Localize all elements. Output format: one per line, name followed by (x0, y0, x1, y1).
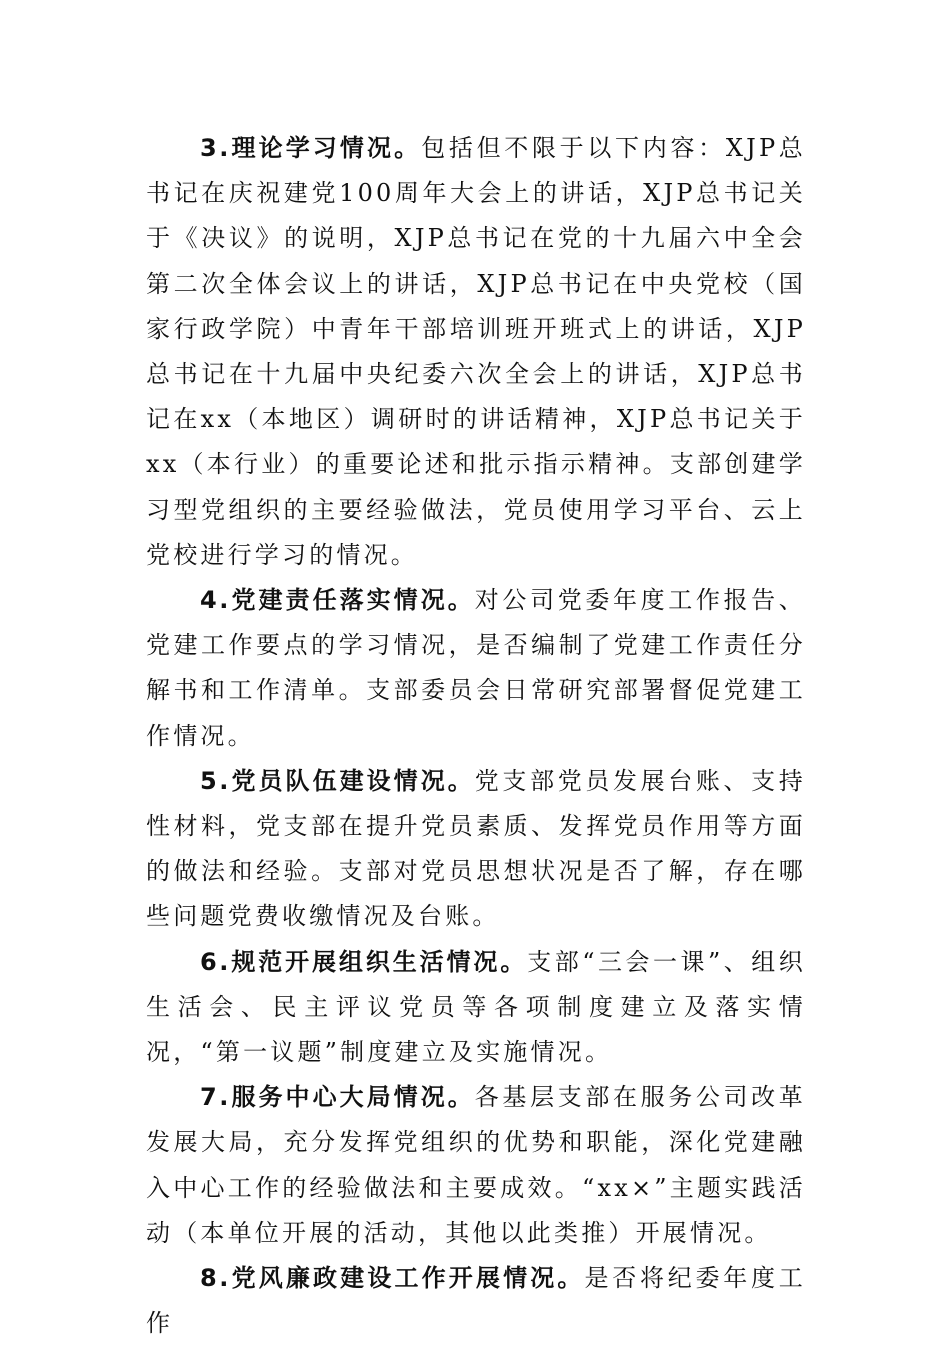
section-4-body: 对公司党委年度工作报告、党建工作要点的学习情况，是否编制了党建工作责任分解书和工作清单。支部委员会日常研究部署督促党建工作情况。 (146, 586, 807, 750)
document-body (146, 126, 806, 1346)
section-8-heading: 8.党风廉政建设工作开展情况。 (200, 1264, 585, 1293)
section-6-body: 支部“三会一课”、组织生活会、民主评议党员等各项制度建立及落实情况，“第一议题”制度建立及实施情况。 (146, 947, 806, 1067)
section-3-body: 包括但不限于以下内容：XJP总书记在庆祝建党100周年大会上的讲话，XJP总书记关于《决议》的说明，XJP总书记在党的十九届六中全会第二次全体会议上的讲话，XJP总书记在中央党校（国家行政学院）中青年干部培训班开班式上的讲话，XJP总书记在十九届中央纪委六次全会上的讲话，XJP总书记在xx（本地区）调研时的讲话精神，XJP总书记关于xx（本行业）的重要论述和批示指示精神。支部创建学习型党组织的主要经验做法，党员使用学习平台、云上党校进行学习的情况。 (146, 134, 806, 569)
section-6-heading: 6.规范开展组织生活情况。 (200, 947, 528, 976)
section-4-heading: 4.党建责任落实情况。 (200, 586, 475, 615)
section-3-paragraph (146, 126, 806, 578)
section-7-body: 各基层支部在服务公司改革发展大局，充分发挥党组织的优势和职能，深化党建融入中心工作的经验做法和主要成效。“xx×”主题实践活动（本单位开展的活动，其他以此类推）开展情况。 (146, 1083, 807, 1247)
section-5-body: 党支部党员发展台账、支持性材料，党支部在提升党员素质、发挥党员作用等方面的做法和经验。支部对党员思想状况是否了解，存在哪些问题党费收缴情况及台账。 (146, 766, 807, 931)
section-8-paragraph (146, 1256, 806, 1346)
section-5-paragraph (146, 759, 806, 940)
section-8-body: 是否将纪委年度工作 (146, 1264, 806, 1338)
section-7-heading: 7.服务中心大局情况。 (200, 1083, 475, 1112)
section-6-paragraph (146, 940, 806, 1076)
section-7-paragraph (146, 1075, 806, 1256)
section-5-heading: 5.党员队伍建设情况。 (200, 766, 475, 795)
section-4-paragraph (146, 578, 806, 759)
section-3-heading: 3.理论学习情况。 (200, 134, 422, 162)
